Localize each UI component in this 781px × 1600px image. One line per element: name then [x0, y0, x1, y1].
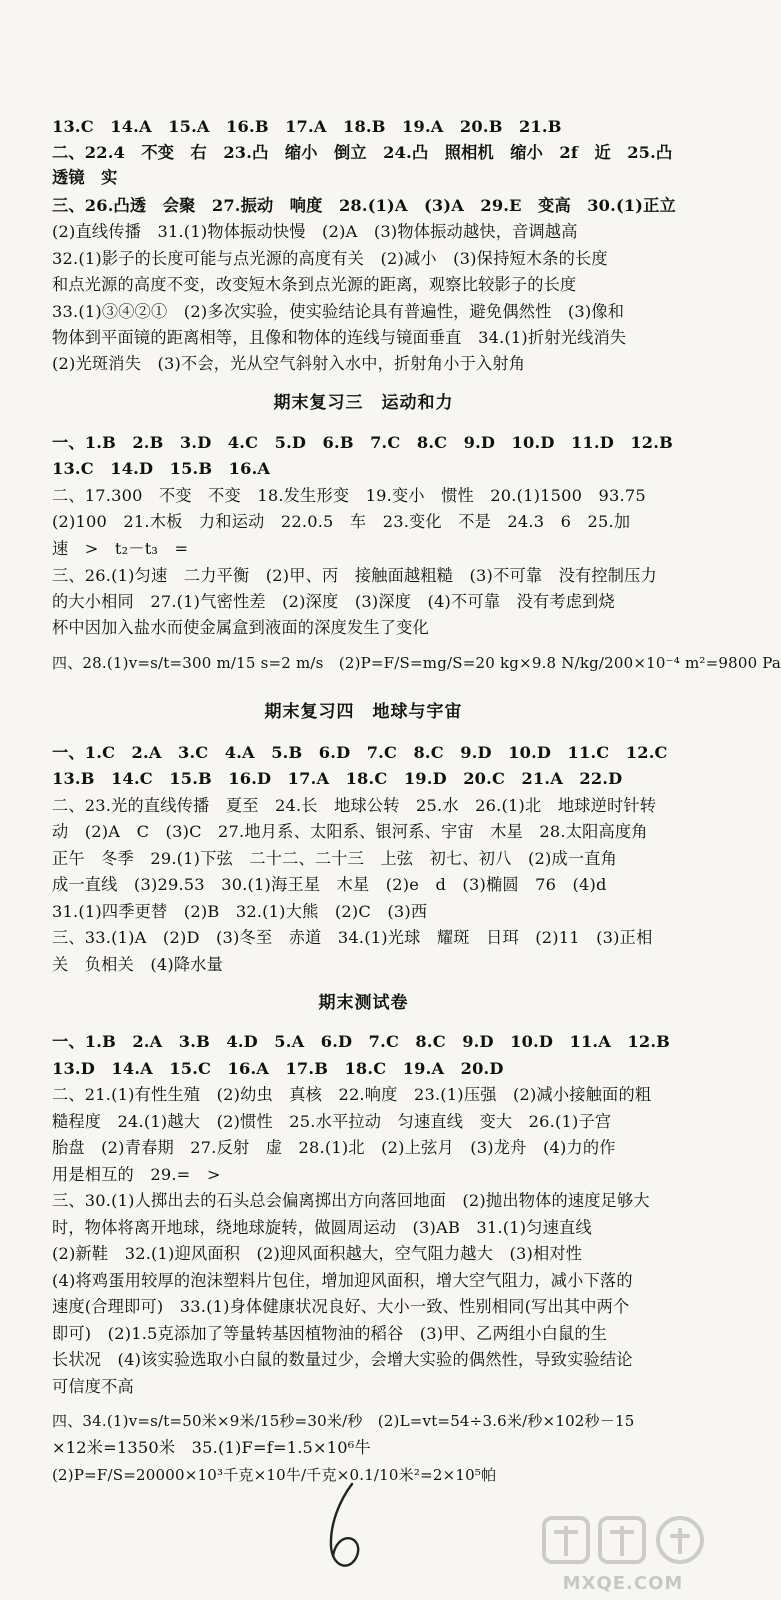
- handwritten-page-mark: [318, 1478, 370, 1578]
- text-line: 三、33.(1)A (2)D (3)冬至 赤道 34.(1)光球 耀斑 日珥 (2)11 (3)正相: [52, 928, 653, 947]
- text-line: 三、26.(1)匀速 二力平衡 (2)甲、丙 接触面越粗糙 (3)不可靠 没有控制压力: [52, 566, 657, 585]
- text-line: 即可) (2)1.5克添加了等量转基因植物油的稻谷 (3)甲、乙两组小白鼠的生: [52, 1324, 608, 1343]
- text-line: 可信度不高: [52, 1377, 134, 1396]
- text-line: 长状况 (4)该实验选取小白鼠的数量过少，会增大实验的偶然性，导致实验结论: [52, 1350, 633, 1369]
- text-line: 31.(1)四季更替 (2)B 32.(1)大熊 (2)C (3)西: [52, 902, 428, 921]
- text-line: 一、1.B 2.A 3.B 4.D 5.A 6.D 7.C 8.C 9.D 10.D 11.A 12.B: [52, 1032, 671, 1051]
- text-line: 三、26.凸透 会聚 27.振动 响度 28.(1)A (3)A 29.E 变高 30.(1)正立: [52, 196, 676, 215]
- text-line: 二、22.4 不变 右 23.凸 缩小 倒立 24.凸 照相机 缩小 2f 近 25.凸: [52, 143, 673, 162]
- text-line: (2)100 21.木板 力和运动 22.0.5 车 23.变化 不是 24.3 6 25.加: [52, 512, 631, 531]
- section-heading: 期末测试卷: [318, 993, 409, 1013]
- text-line: 物体到平面镜的距离相等，且像和物体的连线与镜面垂直 34.(1)折射光线消失: [52, 328, 627, 347]
- watermark-icon: [528, 1512, 718, 1568]
- section-heading: 期末复习三 运动和力: [273, 393, 454, 413]
- section-heading: 期末复习四 地球与宇宙: [264, 702, 463, 722]
- text-line: (4)将鸡蛋用较厚的泡沫塑料片包住，增加迎风面积，增大空气阻力，减小下落的: [52, 1271, 633, 1290]
- watermark-logo: [528, 1512, 718, 1594]
- text-line: 13.C 14.D 15.B 16.A: [52, 459, 271, 478]
- text-line: 透镜 实: [52, 168, 118, 187]
- text-line: (2)光斑消失 (3)不会，光从空气斜射入水中，折射角小于入射角: [52, 354, 526, 373]
- text-line: 糙程度 24.(1)越大 (2)惯性 25.水平拉动 匀速直线 变大 26.(1)子宫: [52, 1112, 612, 1131]
- text-line: 32.(1)影子的长度可能与点光源的高度有关 (2)减小 (3)保持短木条的长度: [52, 249, 608, 268]
- text-line: 和点光源的高度不变，改变短木条到点光源的距离，观察比较影子的长度: [52, 275, 577, 294]
- text-line: 时，物体将离开地球，绕地球旋转，做圆周运动 (3)AB 31.(1)匀速直线: [52, 1218, 592, 1237]
- text-line: 二、21.(1)有性生殖 (2)幼虫 真核 22.响度 23.(1)压强 (2)减小接触面的粗: [52, 1085, 652, 1104]
- text-line: (2)新鞋 32.(1)迎风面积 (2)迎风面积越大，空气阻力越大 (3)相对性: [52, 1244, 583, 1263]
- text-line: 关 负相关 (4)降水量: [52, 955, 224, 974]
- text-line: 速 > t₂－t₃ =: [52, 539, 189, 558]
- text-line: 13.D 14.A 15.C 16.A 17.B 18.C 19.A 20.D: [52, 1059, 504, 1078]
- text-line: 33.(1)③④②① (2)多次实验，使实验结论具有普遍性，避免偶然性 (3)像和: [52, 302, 625, 321]
- text-line: 成一直线 (3)29.53 30.(1)海王星 木星 (2)e d (3)椭圆 76 (4)d: [52, 875, 607, 894]
- text-line: 动 (2)A C (3)C 27.地月系、太阳系、银河系、宇宙 木星 28.太阳高度角: [52, 822, 648, 841]
- text-line: 13.B 14.C 15.B 16.D 17.A 18.C 19.D 20.C 21.A 22.D: [52, 769, 623, 788]
- text-line: ×12米=1350米 35.(1)F=f=1.5×10⁶牛: [52, 1438, 371, 1457]
- text-line: 正午 冬季 29.(1)下弦 二十二、二十三 上弦 初七、初八 (2)成一直角: [52, 849, 618, 868]
- watermark-url: MXQE.COM: [562, 1573, 684, 1594]
- text-line: 二、17.300 不变 不变 18.发生形变 19.变小 惯性 20.(1)1500 93.75: [52, 486, 646, 505]
- text-line: 速度(合理即可) 33.(1)身体健康状况良好、大小一致、性别相同(写出其中两个: [52, 1297, 630, 1316]
- text-line: 一、1.B 2.B 3.D 4.C 5.D 6.B 7.C 8.C 9.D 10.D 11.D 12.B: [52, 433, 673, 452]
- text-line: 一、1.C 2.A 3.C 4.A 5.B 6.D 7.C 8.C 9.D 10.D 11.C 12.C: [52, 743, 668, 762]
- text-line: (2)直线传播 31.(1)物体振动快慢 (2)A (3)物体振动越快，音调越高: [52, 222, 578, 241]
- text-line: 13.C 14.A 15.A 16.B 17.A 18.B 19.A 20.B 21.B: [52, 117, 562, 136]
- text-line: 胎盘 (2)青春期 27.反射 虚 28.(1)北 (2)上弦月 (3)龙舟 (4)力的作: [52, 1138, 616, 1157]
- formula-line: (2)P=F/S=20000×10³千克×10牛/千克×0.1/10米²=2×10⁵帕: [52, 1466, 497, 1484]
- formula-line: 四、28.(1)v=s/t=300 m/15 s=2 m/s (2)P=F/S=mg/S=20 kg×9.8 N/kg/200×10⁻⁴ m²=9800 Pa: [52, 654, 781, 672]
- formula-line: 四、34.(1)v=s/t=50米×9米/15秒=30米/秒 (2)L=vt=54÷3.6米/秒×102秒－15: [52, 1412, 635, 1430]
- text-line: 杯中因加入盐水而使金属盒到液面的深度发生了变化: [52, 618, 429, 637]
- text-line: 的大小相同 27.(1)气密性差 (2)深度 (3)深度 (4)不可靠 没有考虑到烧: [52, 592, 615, 611]
- text-line: 用是相互的 29.= >: [52, 1165, 221, 1184]
- text-line: 二、23.光的直线传播 夏至 24.长 地球公转 25.水 26.(1)北 地球逆时针转: [52, 796, 657, 815]
- text-line: 三、30.(1)人掷出去的石头总会偏离掷出方向落回地面 (2)抛出物体的速度足够大: [52, 1191, 650, 1210]
